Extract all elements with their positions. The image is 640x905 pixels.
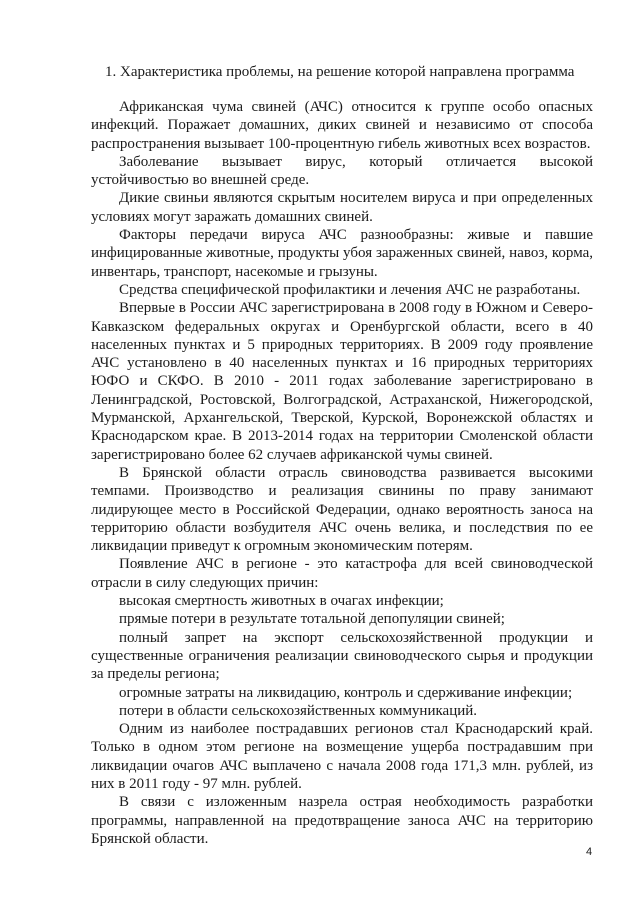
paragraph: Впервые в России АЧС зарегистрирована в 2008 году в Южном и Северо-Кавказском федеральных округах и Оренбургской области, всего в 40 населенных пунктах и 5 природных территориях. В 2009 году проявление АЧС установлено в 40 населенных пунктах и 16 природных территориях ЮФО и СКФО. В 2010 - 2011 годах заболевание зарегистрировано в Ленинградской, Ростовской, Волгоградской, Астраханской, Нижегородской, Мурманской, Архангельской, Тверской, Курской, Воронежской областях и Краснодарском крае. В 2013-2014 годах на территории Смоленской области зарегистрировано более 62 случаев африканской чумы свиней. [91, 300, 593, 463]
paragraph: Заболевание вызывает вирус, который отличается высокой устойчивостью во внешней среде. [91, 153, 593, 189]
paragraph: Факторы передачи вируса АЧС разнообразны: живые и павшие инфицированные животные, продукты убоя зараженных свиней, навоз, корма, инвентарь, транспорт, насекомые и грызуны. [91, 227, 593, 280]
paragraph: Одним из наиболее пострадавших регионов стал Краснодарский край. Только в одном этом регионе на возмещение ущерба пострадавшим при ликвидации очагов АЧС выплачено с начала 2008 года 171,3 млн. рублей, из них в 2011 году - 97 млн. рублей. [91, 721, 593, 792]
list-item: прямые потери в результате тотальной депопуляции свиней; [119, 611, 505, 628]
list-item: полный запрет на экспорт сельскохозяйственной продукции и существенные ограничения реализации свиноводческого сырья и продукции за пределы региона; [91, 629, 593, 683]
paragraph: В Брянской области отрасль свиноводства развивается высокими темпами. Производство и реализация свинины по праву занимают лидирующее место в Российской Федерации, однако вероятность заноса на территорию области возбудителя АЧС очень велика, и последствия по ее ликвидации приведут к огромным экономическим потерям. [91, 464, 593, 555]
paragraph: В связи с изложенным назрела острая необходимость разработки программы, направленной на предотвращение заноса АЧС на территорию Брянской области. [91, 794, 593, 847]
page-number: 4 [586, 846, 593, 858]
body-text [91, 98, 593, 848]
paragraph: Дикие свиньи являются скрытым носителем вируса и при определенных условиях могут заражать домашних свиней. [91, 190, 593, 225]
section-heading: 1. Характеристика проблемы, на решение которой направлена программа [105, 64, 575, 80]
list-item: огромные затраты на ликвидацию, контроль и сдерживание инфекции; [119, 684, 573, 701]
paragraph: Средства специфической профилактики и лечения АЧС не разработаны. [119, 281, 581, 298]
paragraph: Появление АЧС в регионе - это катастрофа для всей свиноводческой отрасли в силу следующих причин: [91, 556, 593, 591]
list-item: высокая смертность животных в очагах инфекции; [119, 593, 444, 610]
list-item: потери в области сельскохозяйственных коммуникаций. [119, 702, 478, 719]
paragraph: Африканская чума свиней (АЧС) относится к группе особо опасных инфекций. Поражает домашних, диких свиней и независимо от способа распространения вызывает 100-процентную гибель животных всех возрастов. [91, 99, 593, 152]
